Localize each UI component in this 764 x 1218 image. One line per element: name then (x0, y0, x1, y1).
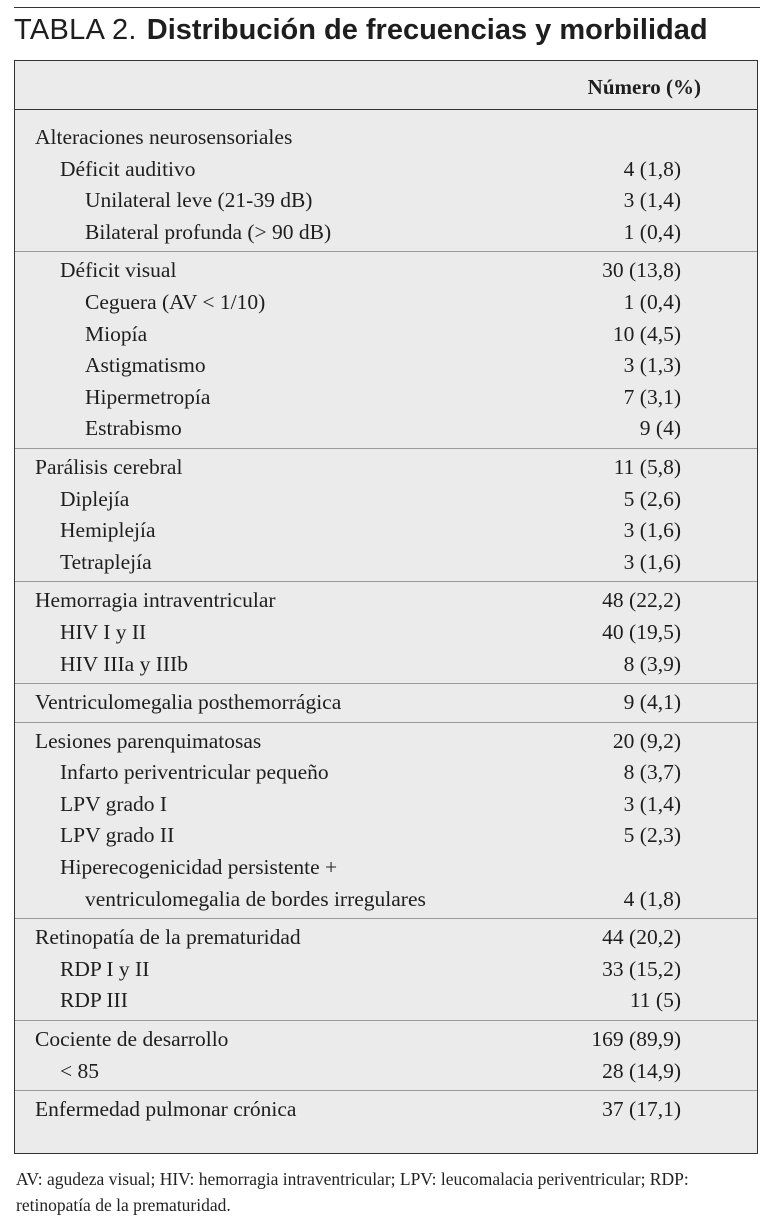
table-row (15, 484, 757, 516)
row-label: Estrabismo (85, 416, 182, 441)
row-value: 9 (4,1) (623, 690, 681, 715)
table-row (15, 1024, 757, 1056)
table-row (15, 452, 757, 484)
row-value: 4 (1,8) (623, 886, 681, 911)
row-label: ventriculomegalia de bordes irregulares (85, 886, 426, 911)
row-label: Lesiones parenquimatosas (35, 728, 262, 753)
table-title (14, 14, 708, 47)
table-row (15, 255, 757, 287)
table-row (15, 217, 757, 249)
table-number: TABLA 2. (14, 14, 137, 46)
table-row (15, 413, 757, 445)
table-row (15, 319, 757, 351)
row-value: 7 (3,1) (623, 384, 681, 409)
row-group (15, 684, 757, 723)
table-row (15, 757, 757, 789)
row-group (15, 582, 757, 684)
row-label: Déficit auditivo (60, 156, 196, 181)
table-header (15, 61, 757, 110)
row-value: 37 (17,1) (602, 1097, 681, 1122)
row-label: Hemiplejía (60, 518, 156, 543)
table-footnote: AV: agudeza visual; HIV: hemorragia intraventricular; LPV: leucomalacia periventricular; RDP: retinopatía de la prematuridad. (16, 1169, 689, 1215)
table-row (15, 985, 757, 1017)
row-label: Diplejía (60, 486, 130, 511)
row-label: Hiperecogenicidad persistente + (60, 855, 338, 880)
row-value: 8 (3,9) (623, 651, 681, 676)
row-value: 40 (19,5) (602, 619, 681, 644)
table-row (15, 617, 757, 649)
row-label: Infarto periventricular pequeño (60, 760, 329, 785)
table-row (15, 185, 757, 217)
row-value: 5 (2,6) (623, 486, 681, 511)
row-label: Astigmatismo (85, 353, 206, 378)
row-group (15, 252, 757, 449)
table-row (15, 547, 757, 579)
row-value: 44 (20,2) (602, 925, 681, 950)
row-value: 3 (1,4) (623, 188, 681, 213)
row-label: Ventriculomegalia posthemorrágica (35, 690, 342, 715)
row-label: Cociente de desarrollo (35, 1027, 229, 1052)
row-group (15, 1021, 757, 1091)
row-group (15, 449, 757, 582)
row-value: 5 (2,3) (623, 823, 681, 848)
table-row (15, 789, 757, 821)
row-label: HIV IIIa y IIIb (60, 651, 188, 676)
column-header-numero: Número (%) (587, 75, 701, 99)
row-value: 169 (89,9) (591, 1027, 681, 1052)
row-label: LPV grado II (60, 823, 175, 848)
row-group (15, 119, 757, 252)
row-label: HIV I y II (60, 619, 147, 644)
row-label: < 85 (60, 1058, 100, 1083)
row-value: 28 (14,9) (602, 1058, 681, 1083)
row-label: Miopía (85, 321, 148, 346)
row-value: 3 (1,6) (623, 518, 681, 543)
table-row (15, 820, 757, 852)
row-value: 11 (5,8) (613, 454, 681, 479)
row-label: Bilateral profunda (> 90 dB) (85, 219, 332, 244)
table-row (15, 382, 757, 414)
row-group (15, 723, 757, 920)
row-label: Hipermetropía (85, 384, 211, 409)
row-label: Ceguera (AV < 1/10) (85, 289, 266, 314)
table-row (15, 350, 757, 382)
table-row (15, 884, 757, 916)
row-label: Enfermedad pulmonar crónica (35, 1097, 297, 1122)
frequency-table (14, 60, 758, 1154)
row-value: 8 (3,7) (623, 760, 681, 785)
row-value: 20 (9,2) (612, 728, 681, 753)
row-value: 1 (0,4) (623, 289, 681, 314)
row-value: 11 (5) (629, 988, 681, 1013)
row-value: 9 (4) (639, 416, 681, 441)
table-row (15, 954, 757, 986)
table-row (15, 122, 757, 154)
row-value: 3 (1,4) (623, 791, 681, 816)
row-label: Unilateral leve (21-39 dB) (85, 188, 313, 213)
row-label: Déficit visual (60, 258, 177, 283)
row-value: 3 (1,6) (623, 549, 681, 574)
row-label: Hemorragia intraventricular (35, 588, 276, 613)
table-row (15, 154, 757, 186)
table-row (15, 922, 757, 954)
table-row (15, 726, 757, 758)
row-value: 4 (1,8) (623, 156, 681, 181)
table-row (15, 287, 757, 319)
row-value: 30 (13,8) (602, 258, 681, 283)
table-row (15, 852, 757, 884)
row-value: 3 (1,3) (623, 353, 681, 378)
row-label: Parálisis cerebral (35, 454, 183, 479)
table-body (15, 110, 757, 1129)
table-row (15, 1056, 757, 1088)
row-label: RDP III (60, 988, 128, 1013)
table-row (15, 585, 757, 617)
row-value: 1 (0,4) (623, 219, 681, 244)
row-value: 10 (4,5) (612, 321, 681, 346)
table-row (15, 687, 757, 719)
table-title-text: Distribución de frecuencias y morbilidad (146, 14, 708, 46)
top-rule (14, 7, 760, 8)
row-group (15, 919, 757, 1021)
row-group (15, 1091, 757, 1129)
row-value: 33 (15,2) (602, 956, 681, 981)
table-row (15, 515, 757, 547)
row-label: Tetraplejía (60, 549, 152, 574)
row-label: Retinopatía de la prematuridad (35, 925, 301, 950)
row-label: RDP I y II (60, 956, 150, 981)
table-row (15, 1094, 757, 1126)
row-value: 48 (22,2) (602, 588, 681, 613)
row-label: LPV grado I (60, 791, 168, 816)
table-row (15, 649, 757, 681)
row-label: Alteraciones neurosensoriales (35, 125, 293, 149)
